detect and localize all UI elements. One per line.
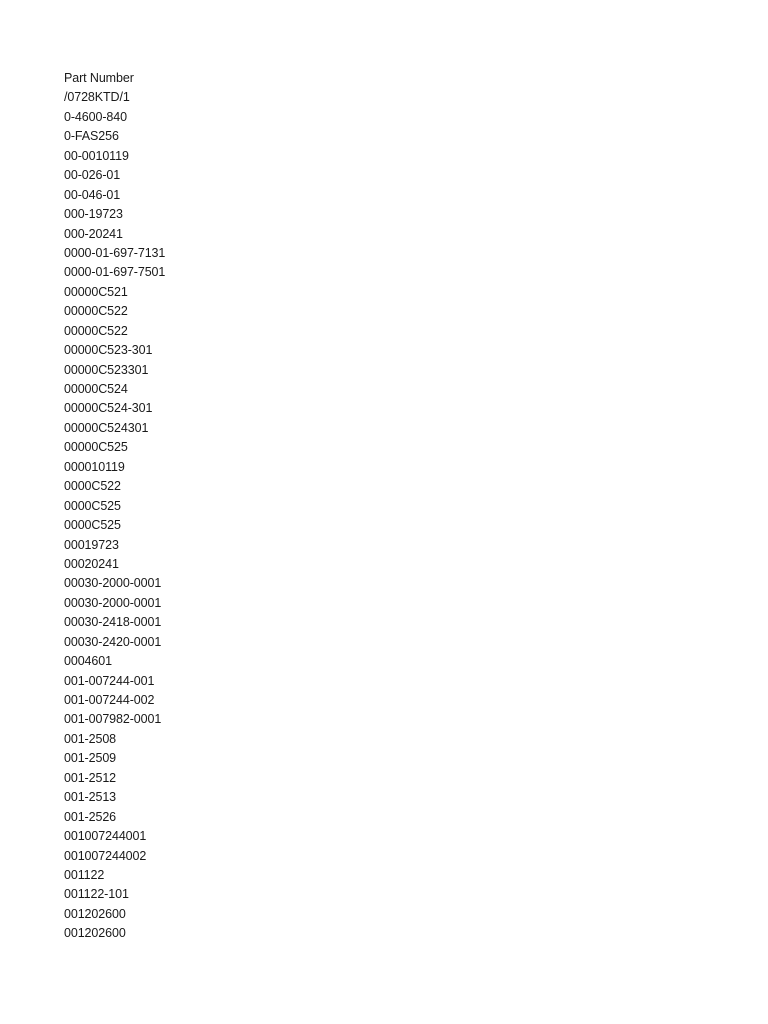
part-number-row: 00020241 bbox=[64, 556, 119, 571]
part-number-row: 0000-01-697-7131 bbox=[64, 245, 166, 260]
part-number-row: 001-2526 bbox=[64, 809, 117, 824]
part-number-row: 000010119 bbox=[64, 459, 125, 474]
part-number-row: 00000C521 bbox=[64, 284, 128, 299]
part-number-row: 001202600 bbox=[64, 906, 126, 921]
part-number-row: 001-2508 bbox=[64, 731, 117, 746]
part-number-row: 00000C525 bbox=[64, 440, 128, 455]
part-number-row: 0000C522 bbox=[64, 479, 121, 494]
part-number-row: 0000C525 bbox=[64, 498, 121, 513]
part-number-row: 001122-101 bbox=[64, 887, 129, 902]
part-number-row: 000-19723 bbox=[64, 207, 123, 222]
part-number-row: 000-20241 bbox=[64, 226, 123, 241]
part-number-row: 00030-2000-0001 bbox=[64, 576, 162, 591]
part-number-row: 00000C523301 bbox=[64, 362, 149, 377]
part-number-row: 00000C522 bbox=[64, 323, 128, 338]
part-number-row: 00000C524301 bbox=[64, 420, 149, 435]
part-number-row: 0-4600-840 bbox=[64, 109, 127, 124]
part-number-row: 00000C523-301 bbox=[64, 343, 153, 358]
part-number-row: 00-046-01 bbox=[64, 187, 121, 202]
part-number-row: 001-2513 bbox=[64, 790, 117, 805]
part-number-row: 0004601 bbox=[64, 654, 112, 669]
part-number-row: 001122 bbox=[64, 867, 105, 882]
part-number-row: 0-FAS256 bbox=[64, 129, 119, 144]
part-number-row: 001007244001 bbox=[64, 829, 147, 844]
part-number-list bbox=[64, 69, 165, 944]
part-number-row: 001-2512 bbox=[64, 770, 117, 785]
part-number-row: 00030-2420-0001 bbox=[64, 634, 162, 649]
part-number-row: /0728KTD/1 bbox=[64, 90, 130, 105]
part-number-row: 001007244002 bbox=[64, 848, 147, 863]
part-number-row: 00000C524 bbox=[64, 382, 128, 396]
part-number-row: 001202600 bbox=[64, 926, 126, 941]
part-number-row: 00-026-01 bbox=[64, 168, 121, 183]
part-number-row: 001-007244-001 bbox=[64, 673, 155, 688]
part-number-row: 00-0010119 bbox=[64, 148, 129, 163]
part-number-row: 001-2509 bbox=[64, 751, 117, 766]
part-number-row: 0000C525 bbox=[64, 518, 121, 533]
part-number-row: 001-007982-0001 bbox=[64, 712, 162, 727]
part-number-row: 001-007244-002 bbox=[64, 693, 155, 707]
part-number-row: 00000C524-301 bbox=[64, 401, 153, 416]
part-number-row: 0000-01-697-7501 bbox=[64, 265, 166, 280]
part-number-row: 00000C522 bbox=[64, 304, 128, 319]
column-header: Part Number bbox=[64, 71, 134, 85]
part-number-row: 00030-2000-0001 bbox=[64, 595, 162, 610]
part-number-row: 00030-2418-0001 bbox=[64, 615, 162, 630]
part-number-row: 00019723 bbox=[64, 537, 119, 552]
